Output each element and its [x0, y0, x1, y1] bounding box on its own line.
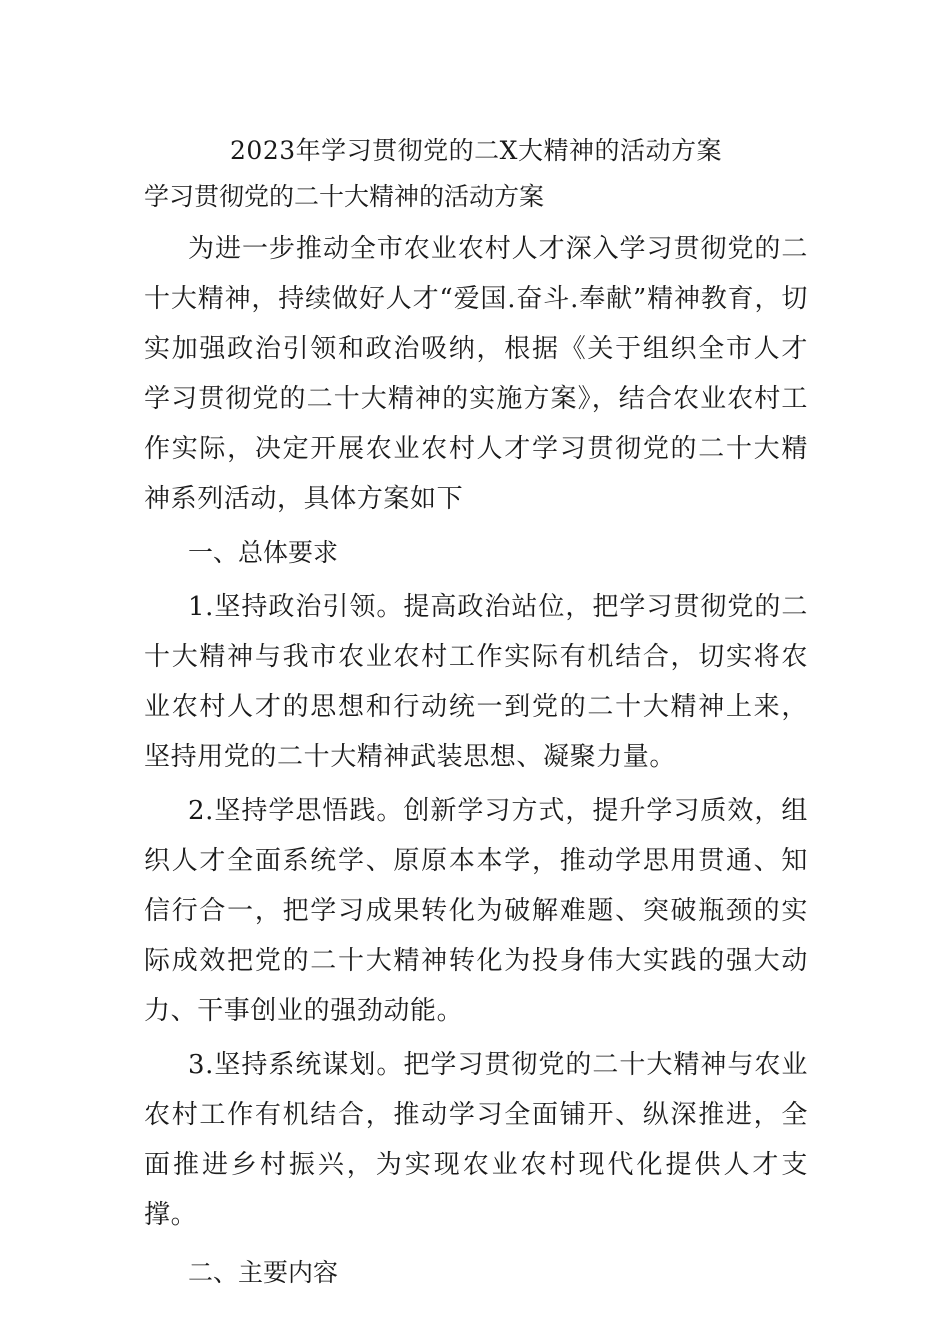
- requirement-item-systematic-planning: 3.坚持系统谋划。把学习贯彻党的二十大精神与农业农村工作有机结合，推动学习全面铺开、纵深推进，全面推进乡村振兴，为实现农业农村现代化提供人才支撑。: [144, 1050, 808, 1230]
- document-subtitle: 学习贯彻党的二十大精神的活动方案: [144, 182, 545, 211]
- section-heading-main-content: 二、主要内容: [188, 1258, 339, 1287]
- requirement-item-political-leadership: 1.坚持政治引领。提高政治站位，把学习贯彻党的二十大精神与我市农业农村工作实际有机结合，切实将农业农村人才的思想和行动统一到党的二十大精神上来，坚持用党的二十大精神武装思想、凝聚力量。: [144, 592, 808, 772]
- intro-paragraph: 为进一步推动全市农业农村人才深入学习贯彻党的二十大精神，持续做好人才“爱国.奋斗.奉献”精神教育，切实加强政治引领和政治吸纳，根据《关于组织全市人才学习贯彻党的二十大精神的实施方案》，结合农业农村工作实际，决定开展农业农村人才学习贯彻党的二十大精神系列活动，具体方案如下: [144, 234, 808, 514]
- document-title: 2023年学习贯彻党的二X大精神的活动方案: [230, 136, 722, 165]
- document-body: [144, 128, 808, 1298]
- requirement-item-study-practice: 2.坚持学思悟践。创新学习方式，提升学习质效，组织人才全面系统学、原原本本学，推动学思用贯通、知信行合一，把学习成果转化为破解难题、突破瓶颈的实际成效把党的二十大精神转化为投身伟大实践的强大动力、干事创业的强劲动能。: [144, 796, 808, 1026]
- section-heading-general-requirements: 一、总体要求: [188, 538, 339, 567]
